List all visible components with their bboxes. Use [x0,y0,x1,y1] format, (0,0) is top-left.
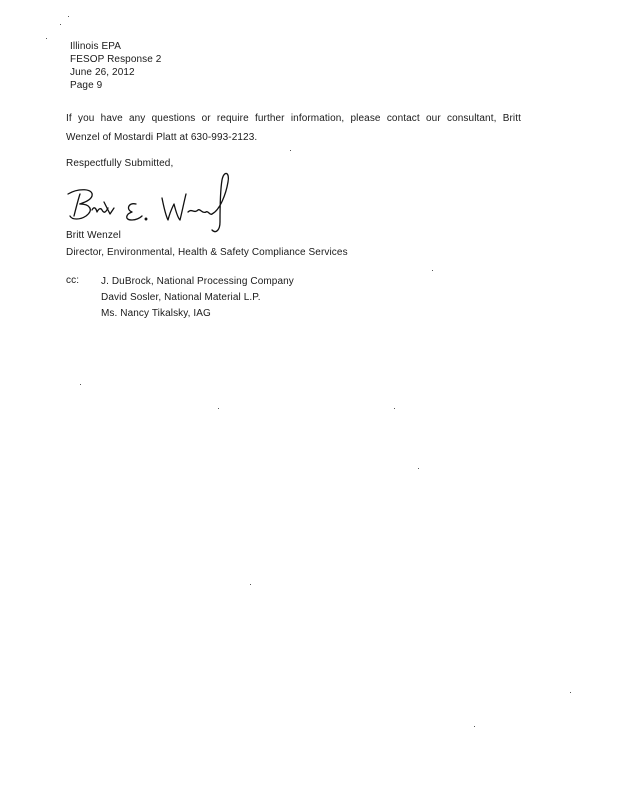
body-line-2: Wenzel of Mostardi Platt at 630-993-2123. [66,132,258,143]
scan-speck [250,584,251,585]
closing-salutation: Respectfully Submitted, [66,158,174,169]
body-paragraph [66,109,521,147]
cc-recipient: Ms. Nancy Tikalsky, IAG [101,308,211,319]
scan-speck [68,16,69,17]
scan-speck [218,408,219,409]
scan-speck [46,38,47,39]
scan-speck [570,692,571,693]
cc-recipient-list [101,274,294,322]
header-page-number: Page 9 [70,80,103,91]
scan-speck [80,384,81,385]
scan-speck [60,24,61,25]
signer-title: Director, Environmental, Health & Safety Compliance Services [66,247,348,258]
scan-speck [474,726,475,727]
cc-recipient: David Sosler, National Material L.P. [101,292,261,303]
header-date: June 26, 2012 [70,67,135,78]
scan-speck [432,270,433,271]
letter-header [70,40,161,92]
scan-speck [394,408,395,409]
scan-speck [290,150,291,151]
cc-label: cc: [66,275,80,286]
cc-recipient: J. DuBrock, National Processing Company [101,276,294,287]
scan-speck [418,468,419,469]
header-agency: Illinois EPA [70,41,122,52]
body-line-1: If you have any questions or require further information, please contact our consultant, Britt [66,113,521,124]
header-subject: FESOP Response 2 [70,54,162,65]
signer-name: Britt Wenzel [66,230,121,241]
